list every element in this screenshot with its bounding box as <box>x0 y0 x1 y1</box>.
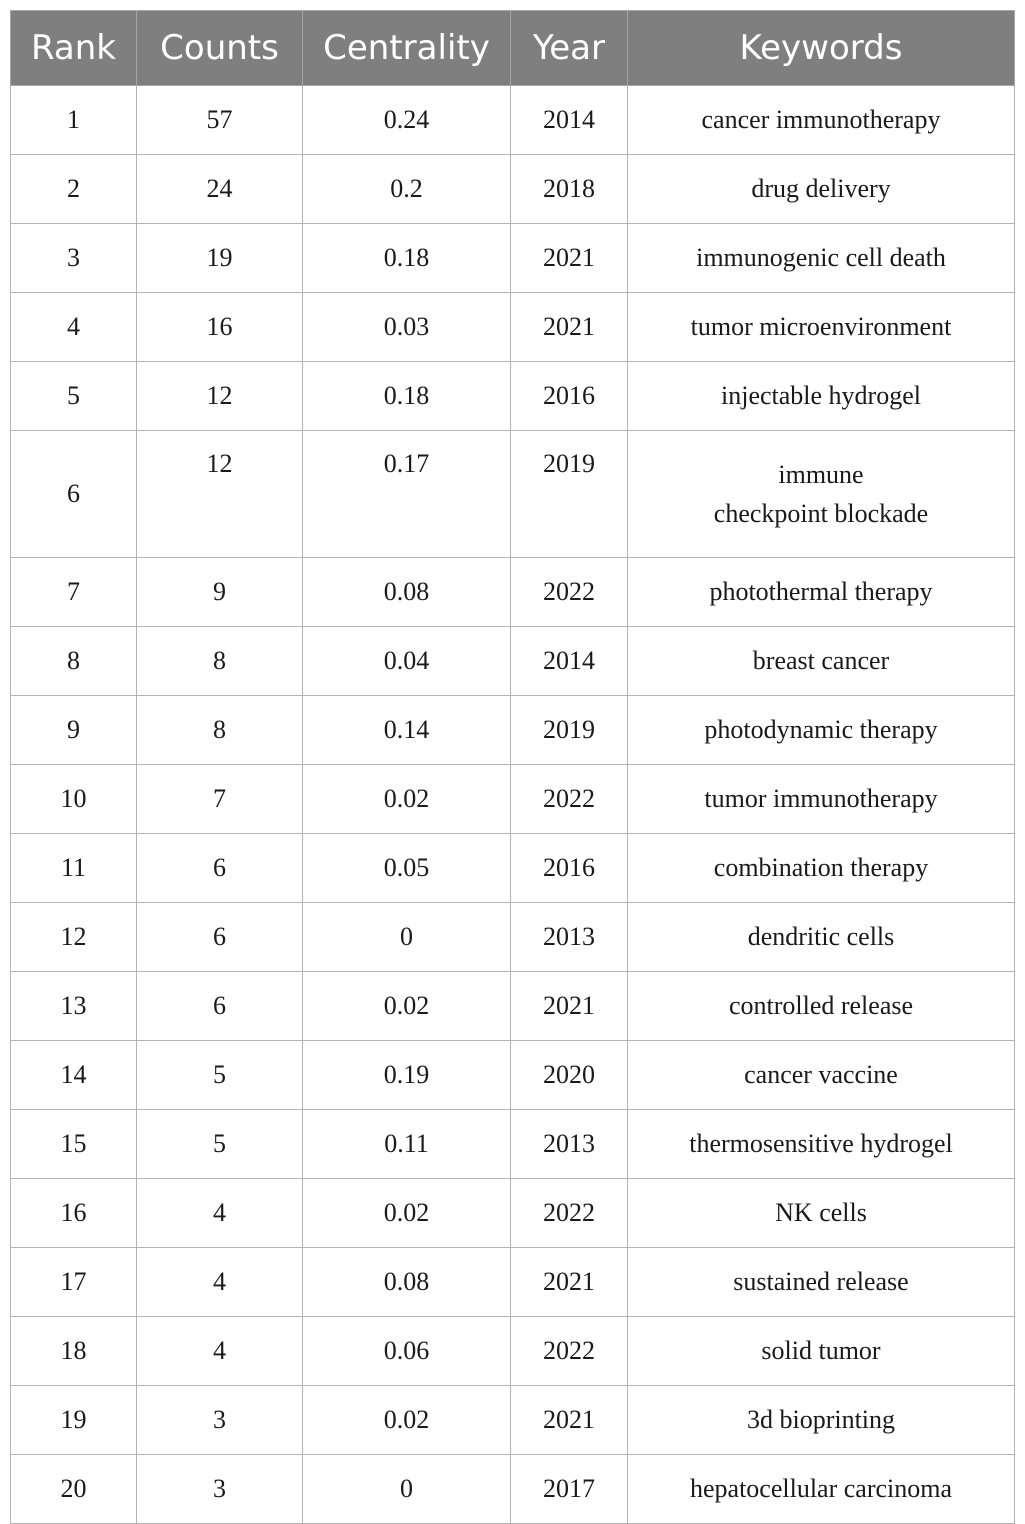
keywords-table <box>10 10 1015 1524</box>
keyword-line: checkpoint blockade <box>713 499 929 528</box>
header-rank: Rank <box>11 11 137 86</box>
year-cell: 2013 <box>511 1110 628 1179</box>
rank-cell: 2 <box>11 155 137 224</box>
centrality-cell: 0.02 <box>303 1386 511 1455</box>
centrality-cell: 0 <box>303 903 511 972</box>
year-cell: 2014 <box>511 86 628 155</box>
table-row <box>11 1317 1015 1386</box>
keyword-cell: breast cancer <box>628 627 1015 696</box>
counts-cell: 3 <box>137 1386 303 1455</box>
year-cell: 2022 <box>511 558 628 627</box>
header-keywords: Keywords <box>628 11 1015 86</box>
rank-cell: 3 <box>11 224 137 293</box>
centrality-cell: 0.14 <box>303 696 511 765</box>
rank-cell: 10 <box>11 765 137 834</box>
centrality-cell: 0.2 <box>303 155 511 224</box>
counts-cell: 3 <box>137 1455 303 1524</box>
rank-cell: 6 <box>11 431 137 558</box>
rank-cell: 11 <box>11 834 137 903</box>
counts-cell: 7 <box>137 765 303 834</box>
table-row <box>11 1110 1015 1179</box>
rank-cell: 13 <box>11 972 137 1041</box>
table-row <box>11 1455 1015 1524</box>
keyword-cell: tumor immunotherapy <box>628 765 1015 834</box>
year-cell: 2022 <box>511 1179 628 1248</box>
rank-cell: 4 <box>11 293 137 362</box>
counts-cell: 12 <box>137 431 303 558</box>
keyword-cell: thermosensitive hydrogel <box>628 1110 1015 1179</box>
centrality-cell: 0.11 <box>303 1110 511 1179</box>
centrality-cell: 0.06 <box>303 1317 511 1386</box>
centrality-cell: 0.08 <box>303 558 511 627</box>
year-cell: 2021 <box>511 224 628 293</box>
counts-cell: 8 <box>137 627 303 696</box>
keyword-line: immune <box>778 460 864 489</box>
centrality-cell: 0.08 <box>303 1248 511 1317</box>
centrality-cell: 0.17 <box>303 431 511 558</box>
year-cell: 2021 <box>511 1386 628 1455</box>
rank-cell: 19 <box>11 1386 137 1455</box>
rank-cell: 8 <box>11 627 137 696</box>
rank-cell: 12 <box>11 903 137 972</box>
header-centrality: Centrality <box>303 11 511 86</box>
counts-cell: 5 <box>137 1110 303 1179</box>
keyword-cell: NK cells <box>628 1179 1015 1248</box>
year-cell: 2018 <box>511 155 628 224</box>
rank-cell: 1 <box>11 86 137 155</box>
keyword-cell: solid tumor <box>628 1317 1015 1386</box>
table-row <box>11 155 1015 224</box>
counts-cell: 19 <box>137 224 303 293</box>
counts-cell: 5 <box>137 1041 303 1110</box>
counts-cell: 6 <box>137 903 303 972</box>
rank-cell: 15 <box>11 1110 137 1179</box>
table-row <box>11 834 1015 903</box>
year-cell: 2021 <box>511 1248 628 1317</box>
keyword-cell: tumor microenvironment <box>628 293 1015 362</box>
year-cell: 2019 <box>511 431 628 558</box>
keyword-cell: combination therapy <box>628 834 1015 903</box>
header-year: Year <box>511 11 628 86</box>
table-row <box>11 1248 1015 1317</box>
table-row <box>11 765 1015 834</box>
year-cell: 2021 <box>511 293 628 362</box>
centrality-cell: 0.02 <box>303 1179 511 1248</box>
year-cell: 2021 <box>511 972 628 1041</box>
centrality-cell: 0.18 <box>303 362 511 431</box>
header-row <box>11 11 1015 86</box>
year-cell: 2017 <box>511 1455 628 1524</box>
keyword-cell: photothermal therapy <box>628 558 1015 627</box>
table-row <box>11 1386 1015 1455</box>
counts-cell: 4 <box>137 1317 303 1386</box>
keyword-cell: cancer immunotherapy <box>628 86 1015 155</box>
year-cell: 2016 <box>511 834 628 903</box>
year-cell: 2020 <box>511 1041 628 1110</box>
centrality-cell: 0.05 <box>303 834 511 903</box>
centrality-cell: 0.04 <box>303 627 511 696</box>
rank-cell: 5 <box>11 362 137 431</box>
centrality-cell: 0.18 <box>303 224 511 293</box>
rank-cell: 7 <box>11 558 137 627</box>
keyword-cell: sustained release <box>628 1248 1015 1317</box>
centrality-cell: 0.19 <box>303 1041 511 1110</box>
rank-cell: 16 <box>11 1179 137 1248</box>
table-row <box>11 431 1015 558</box>
counts-cell: 4 <box>137 1248 303 1317</box>
centrality-cell: 0 <box>303 1455 511 1524</box>
rank-cell: 9 <box>11 696 137 765</box>
table-row <box>11 362 1015 431</box>
counts-cell: 4 <box>137 1179 303 1248</box>
table-row <box>11 1041 1015 1110</box>
table-row <box>11 224 1015 293</box>
table-row <box>11 293 1015 362</box>
year-cell: 2022 <box>511 765 628 834</box>
counts-cell: 12 <box>137 362 303 431</box>
keyword-cell: photodynamic therapy <box>628 696 1015 765</box>
table-row <box>11 627 1015 696</box>
counts-cell: 57 <box>137 86 303 155</box>
table-row <box>11 696 1015 765</box>
rank-cell: 20 <box>11 1455 137 1524</box>
keyword-cell: immunogenic cell death <box>628 224 1015 293</box>
year-cell: 2022 <box>511 1317 628 1386</box>
counts-cell: 6 <box>137 834 303 903</box>
counts-cell: 24 <box>137 155 303 224</box>
table-row <box>11 86 1015 155</box>
keyword-cell: dendritic cells <box>628 903 1015 972</box>
keyword-cell: 3d bioprinting <box>628 1386 1015 1455</box>
keyword-cell: cancer vaccine <box>628 1041 1015 1110</box>
rank-cell: 17 <box>11 1248 137 1317</box>
table-row <box>11 972 1015 1041</box>
centrality-cell: 0.02 <box>303 765 511 834</box>
keyword-cell: drug delivery <box>628 155 1015 224</box>
table-row <box>11 1179 1015 1248</box>
keyword-cell: injectable hydrogel <box>628 362 1015 431</box>
keyword-cell: controlled release <box>628 972 1015 1041</box>
keyword-cell: hepatocellular carcinoma <box>628 1455 1015 1524</box>
counts-cell: 9 <box>137 558 303 627</box>
year-cell: 2014 <box>511 627 628 696</box>
rank-cell: 14 <box>11 1041 137 1110</box>
table-row <box>11 558 1015 627</box>
year-cell: 2019 <box>511 696 628 765</box>
rank-cell: 18 <box>11 1317 137 1386</box>
table-row <box>11 903 1015 972</box>
year-cell: 2016 <box>511 362 628 431</box>
year-cell: 2013 <box>511 903 628 972</box>
counts-cell: 8 <box>137 696 303 765</box>
counts-cell: 16 <box>137 293 303 362</box>
centrality-cell: 0.24 <box>303 86 511 155</box>
header-counts: Counts <box>137 11 303 86</box>
centrality-cell: 0.03 <box>303 293 511 362</box>
centrality-cell: 0.02 <box>303 972 511 1041</box>
keyword-cell <box>628 431 1015 558</box>
counts-cell: 6 <box>137 972 303 1041</box>
